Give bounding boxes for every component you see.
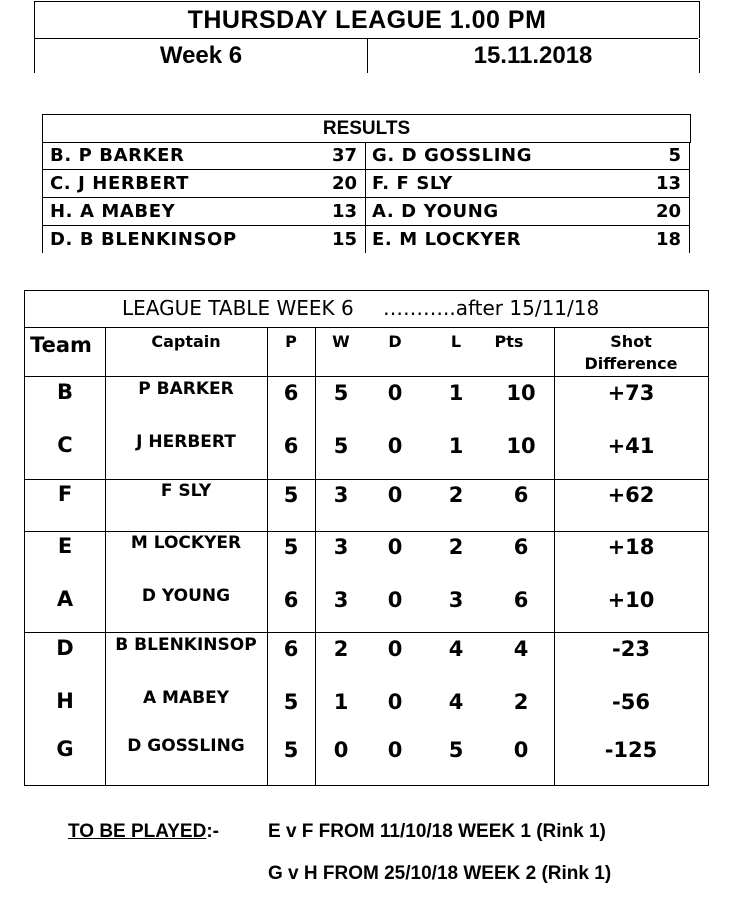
results-row — [42, 170, 690, 198]
points-cell: 6 — [513, 483, 529, 507]
league-table-subheading: ………..after 15/11/18 — [383, 296, 600, 320]
results-title: RESULTS — [42, 114, 691, 143]
shot-difference-cell: +73 — [607, 381, 655, 405]
drawn-cell: 0 — [387, 535, 403, 559]
home-score: 15 — [331, 229, 357, 250]
won-cell: 5 — [333, 381, 349, 405]
league-title: THURSDAY LEAGUE 1.00 PM — [34, 1, 700, 38]
team-cell: C — [57, 433, 73, 457]
away-team: G. D GOSSLING — [372, 145, 533, 166]
week-date-row — [34, 38, 698, 73]
row-divider — [25, 376, 708, 377]
results-row — [42, 226, 690, 254]
league-table-heading: LEAGUE TABLE WEEK 6 — [122, 296, 354, 320]
played-cell: 5 — [283, 535, 299, 559]
drawn-cell: 0 — [387, 738, 403, 762]
header-played: P — [285, 332, 297, 351]
results-row — [42, 198, 690, 226]
header-shot: Shot — [610, 332, 652, 351]
date-label: 15.11.2018 — [367, 39, 700, 73]
home-score: 37 — [331, 145, 357, 166]
home-team: C. J HERBERT — [50, 173, 190, 194]
away-score: 5 — [668, 145, 681, 166]
won-cell: 5 — [333, 434, 349, 458]
lost-cell: 4 — [448, 637, 464, 661]
played-cell: 6 — [283, 637, 299, 661]
played-cell: 6 — [283, 434, 299, 458]
shot-difference-cell: +41 — [607, 434, 655, 458]
home-team: B. P BARKER — [50, 145, 185, 166]
away-score: 13 — [655, 173, 681, 194]
team-cell: G — [56, 737, 74, 761]
shot-difference-cell: -23 — [612, 637, 650, 661]
won-cell: 3 — [333, 535, 349, 559]
won-cell: 2 — [333, 637, 349, 661]
points-cell: 4 — [513, 637, 529, 661]
captain-cell: A MABEY — [142, 688, 230, 708]
shot-difference-cell: +18 — [607, 535, 655, 559]
drawn-cell: 0 — [387, 483, 403, 507]
to-be-played — [0, 816, 733, 896]
drawn-cell: 0 — [387, 434, 403, 458]
points-cell: 10 — [506, 381, 536, 405]
shot-difference-cell: -125 — [604, 738, 658, 762]
to-be-played-label: TO BE PLAYED:- — [68, 821, 219, 842]
away-score: 18 — [655, 229, 681, 250]
drawn-cell: 0 — [387, 637, 403, 661]
won-cell: 0 — [333, 738, 349, 762]
home-score: 13 — [331, 201, 357, 222]
played-cell: 5 — [283, 690, 299, 714]
fixture-item: G v H FROM 25/10/18 WEEK 2 (Rink 1) — [268, 863, 612, 884]
home-team: D. B BLENKINSOP — [50, 229, 237, 250]
points-cell: 10 — [506, 434, 536, 458]
row-divider — [25, 632, 708, 633]
header-captain: Captain — [151, 332, 221, 351]
lost-cell: 4 — [448, 690, 464, 714]
away-team: F. F SLY — [372, 173, 453, 194]
header-team: Team — [30, 333, 92, 357]
team-cell: A — [56, 587, 74, 611]
home-score: 20 — [331, 173, 357, 194]
home-team: H. A MABEY — [50, 201, 176, 222]
played-cell: 5 — [283, 738, 299, 762]
header-won: W — [332, 332, 350, 351]
won-cell: 3 — [333, 588, 349, 612]
results-table — [42, 114, 690, 254]
header-lost: L — [450, 332, 462, 351]
away-team: A. D YOUNG — [372, 201, 499, 222]
lost-cell: 1 — [448, 381, 464, 405]
shot-difference-cell: +10 — [607, 588, 655, 612]
row-divider — [25, 531, 708, 532]
points-cell: 6 — [513, 535, 529, 559]
away-score: 20 — [655, 201, 681, 222]
team-cell: D — [56, 636, 74, 660]
won-cell: 3 — [333, 483, 349, 507]
drawn-cell: 0 — [387, 690, 403, 714]
team-cell: H — [56, 689, 74, 713]
away-team: E. M LOCKYER — [372, 229, 522, 250]
played-cell: 6 — [283, 588, 299, 612]
league-table-title — [25, 291, 708, 328]
lost-cell: 3 — [448, 588, 464, 612]
shot-difference-cell: -56 — [612, 690, 650, 714]
points-cell: 6 — [513, 588, 529, 612]
team-cell: F — [57, 482, 73, 506]
league-table — [24, 290, 709, 786]
drawn-cell: 0 — [387, 588, 403, 612]
lost-cell: 2 — [448, 535, 464, 559]
points-cell: 0 — [513, 738, 529, 762]
row-divider — [25, 479, 708, 480]
fixture-item: E v F FROM 11/10/18 WEEK 1 (Rink 1) — [268, 821, 606, 842]
captain-cell: F SLY — [160, 481, 212, 501]
results-row — [42, 142, 690, 170]
won-cell: 1 — [333, 690, 349, 714]
drawn-cell: 0 — [387, 381, 403, 405]
header-box — [34, 1, 700, 72]
played-cell: 6 — [283, 381, 299, 405]
week-label: Week 6 — [34, 39, 368, 73]
lost-cell: 1 — [448, 434, 464, 458]
captain-cell: M LOCKYER — [130, 533, 242, 553]
team-cell: E — [57, 534, 73, 558]
lost-cell: 2 — [448, 483, 464, 507]
captain-cell: P BARKER — [138, 379, 234, 399]
captain-cell: B BLENKINSOP — [115, 635, 257, 655]
captain-cell: D GOSSLING — [127, 736, 245, 756]
team-cell: B — [56, 380, 73, 404]
lost-cell: 5 — [448, 738, 464, 762]
played-cell: 5 — [283, 483, 299, 507]
shot-difference-cell: +62 — [607, 483, 655, 507]
header-difference: Difference — [584, 354, 678, 373]
points-cell: 2 — [513, 690, 529, 714]
captain-cell: J HERBERT — [136, 432, 236, 452]
header-points: Pts — [494, 332, 524, 351]
header-drawn: D — [388, 332, 402, 351]
captain-cell: D YOUNG — [141, 586, 231, 606]
